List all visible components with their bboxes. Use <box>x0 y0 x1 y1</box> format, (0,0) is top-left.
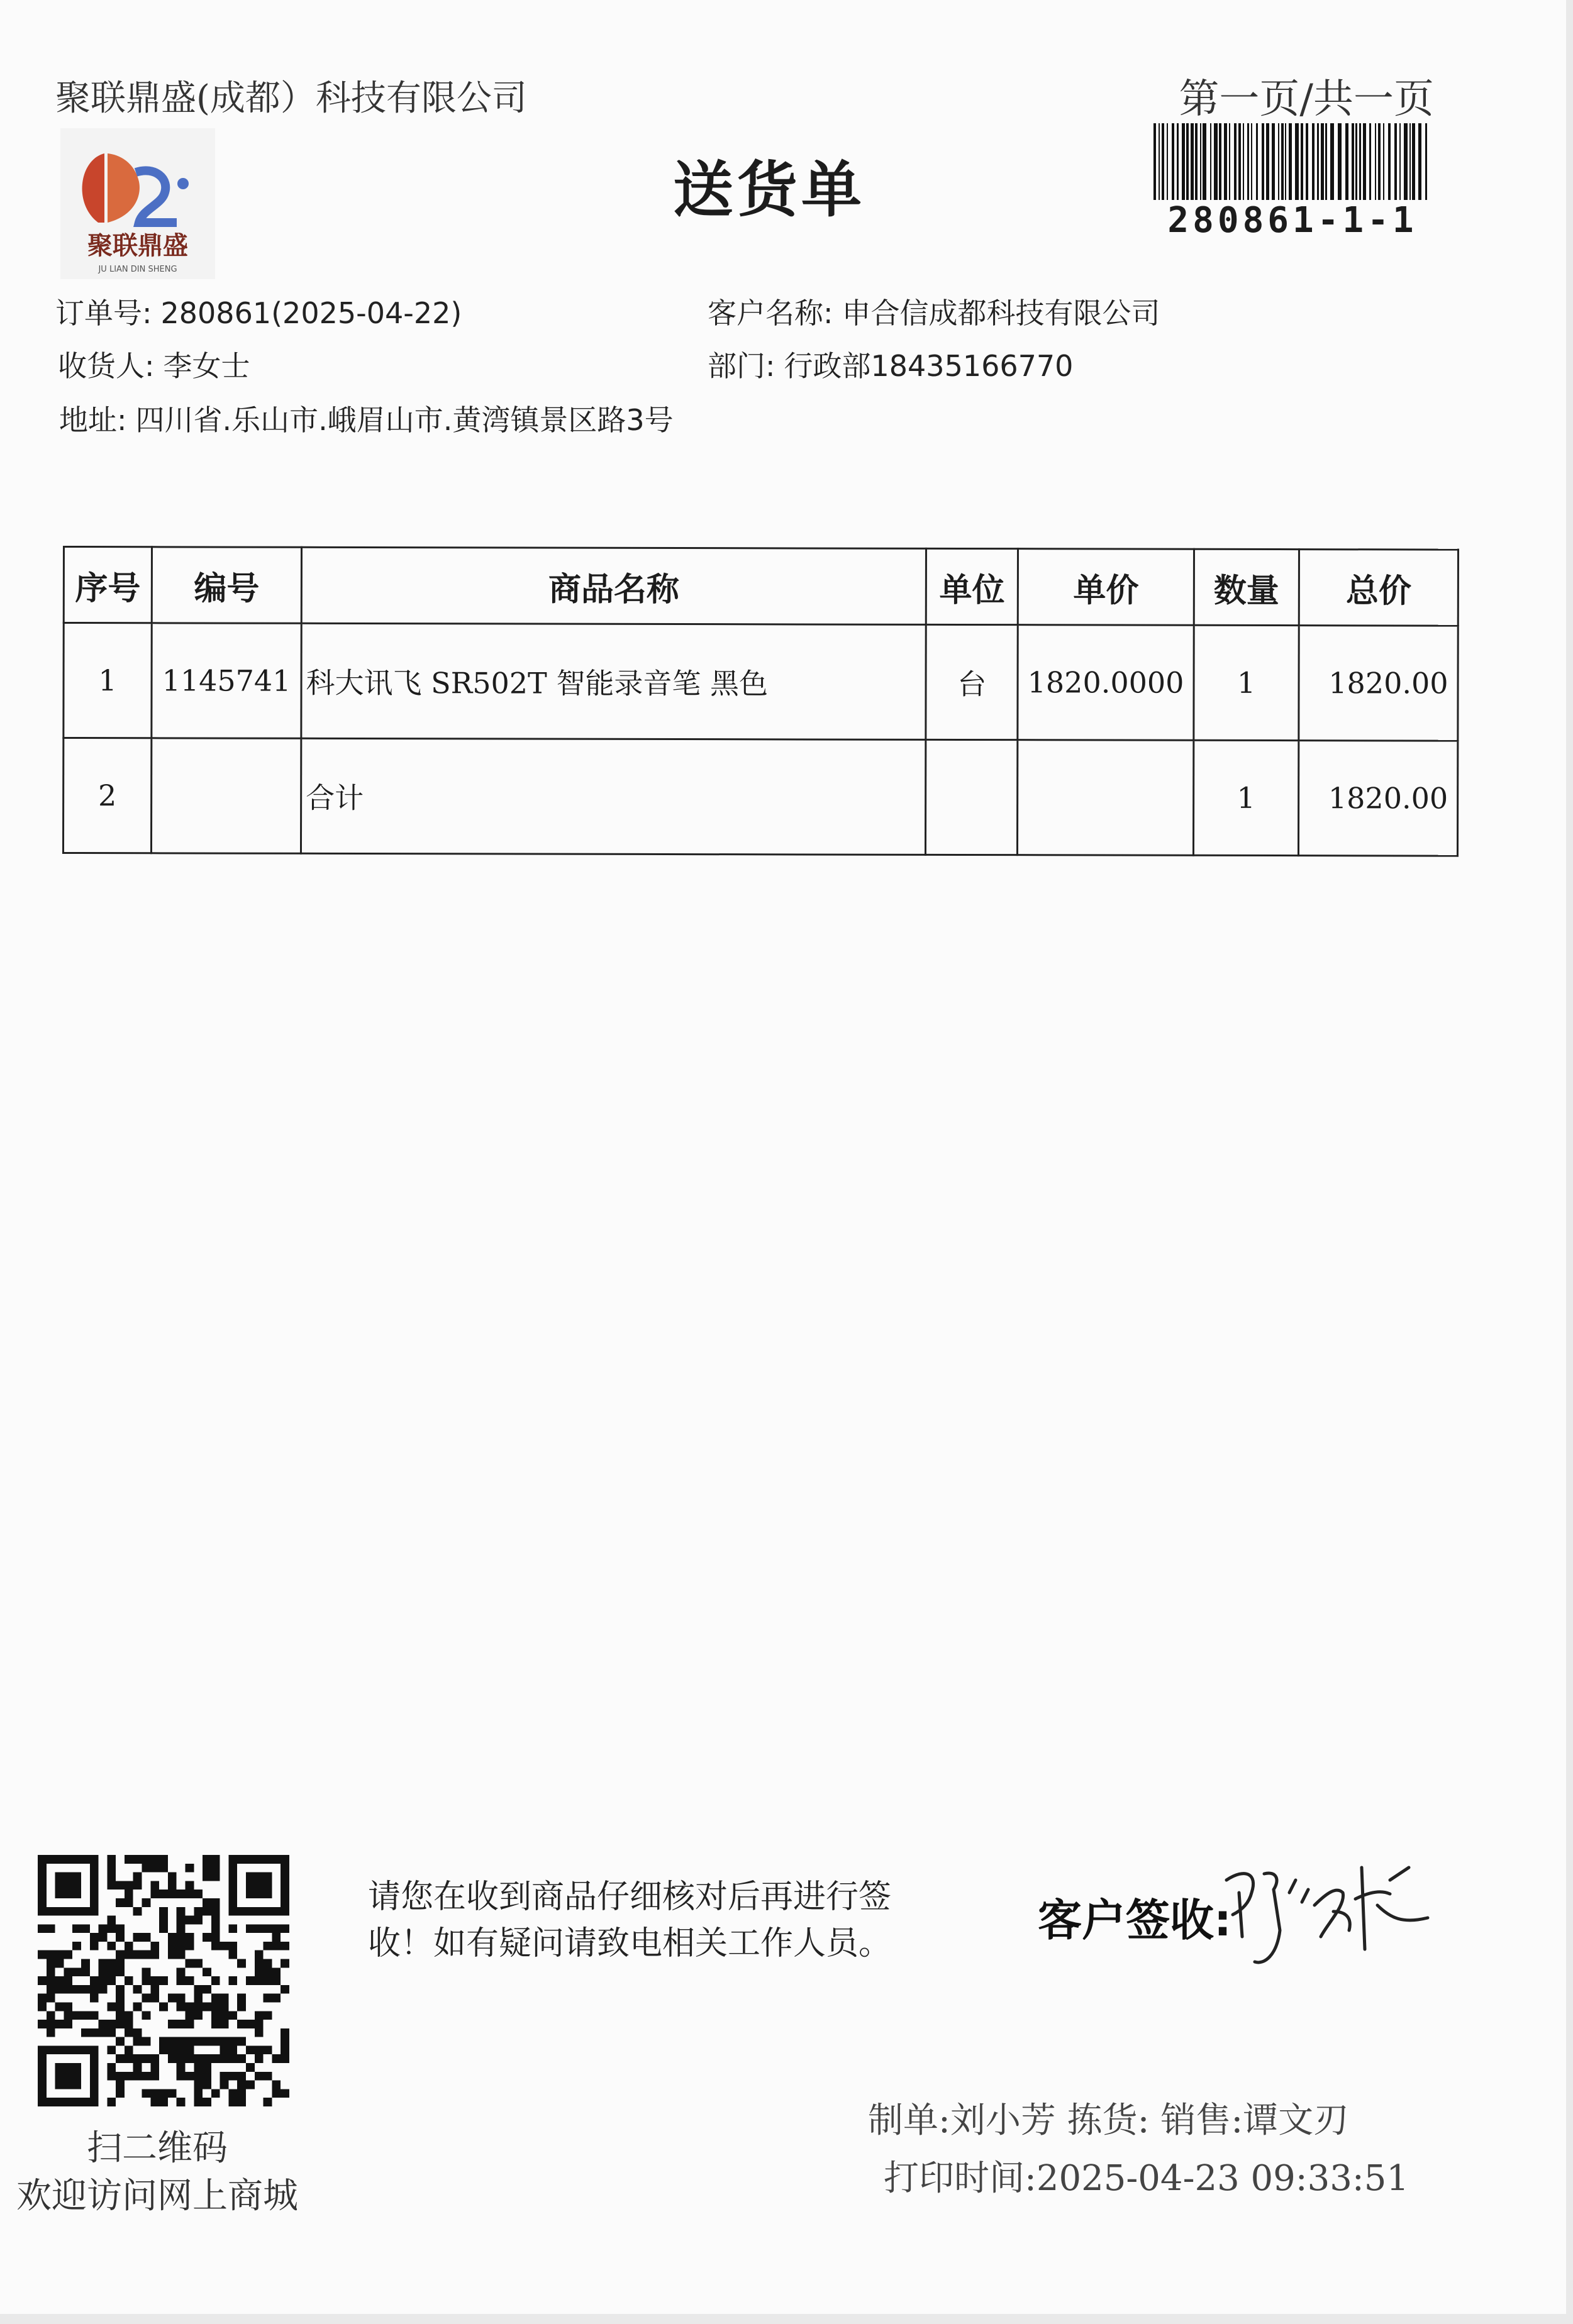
cell-quantity: 1 <box>1194 625 1299 740</box>
table-row <box>63 738 1457 856</box>
cell-code: 1145741 <box>152 623 301 738</box>
page-title: 送货单 <box>673 155 865 225</box>
notice-line: 收！如有疑问请致电相关工作人员。 <box>368 1925 892 1962</box>
company-name: 聚联鼎盛(成都）科技有限公司 <box>55 78 527 119</box>
cell-product-name: 合计 <box>301 738 926 855</box>
qr-caption-scan: 扫二维码 <box>87 2128 228 2169</box>
header-quantity: 数量 <box>1194 549 1299 625</box>
cell-quantity: 1 <box>1193 740 1299 855</box>
svg-text:聚联鼎盛: 聚联鼎盛 <box>87 231 188 260</box>
header-seq: 序号 <box>64 547 152 623</box>
page-info: 第一页/共一页 <box>1179 76 1434 123</box>
table-row <box>64 623 1458 741</box>
handwritten-signature <box>1220 1855 1434 1981</box>
customer-signature-label: 客户签收: <box>1038 1895 1231 1946</box>
barcode-number: 280861-1-1 <box>1167 200 1418 241</box>
customer-name: 客户名称: 申合信成都科技有限公司 <box>708 296 1160 330</box>
svg-text:JU LIAN DIN SHENG: JU LIAN DIN SHENG <box>98 265 177 274</box>
qr-code-image <box>38 1855 289 2106</box>
header-product-name: 商品名称 <box>301 547 926 624</box>
qr-caption-shop: 欢迎访问网上商城 <box>16 2176 298 2216</box>
address: 地址: 四川省.乐山市.峨眉山市.黄湾镇景区路3号 <box>59 403 674 437</box>
cell-unit: 台 <box>926 624 1018 739</box>
order-number: 订单号: 280861(2025-04-22) <box>55 296 462 330</box>
receiver: 收货人: 李女士 <box>58 349 250 383</box>
items-table <box>62 546 1459 857</box>
receipt-notice <box>368 1874 972 1967</box>
header-unit-price: 单价 <box>1018 549 1194 626</box>
department: 部门: 行政部18435166770 <box>708 349 1074 383</box>
cell-code <box>152 738 301 853</box>
cell-total: 1820.00 <box>1299 741 1458 856</box>
print-time: 打印时间:2025-04-23 09:33:51 <box>884 2158 1409 2199</box>
table-header-row <box>64 547 1458 626</box>
staff-line: 制单:刘小芳 拣货: 销售:谭文刃 <box>868 2100 1349 2141</box>
company-logo <box>60 128 215 279</box>
header-code: 编号 <box>152 547 301 623</box>
barcode-image <box>1151 123 1434 200</box>
cell-seq: 1 <box>64 623 152 738</box>
notice-line: 请您在收到商品仔细核对后再进行签 <box>368 1878 892 1916</box>
cell-unit-price <box>1018 740 1194 856</box>
cell-unit <box>926 739 1018 855</box>
cell-product-name: 科大讯飞 SR502T 智能录音笔 黑色 <box>301 623 926 739</box>
cell-total: 1820.00 <box>1299 626 1458 741</box>
cell-seq: 2 <box>63 738 151 853</box>
header-unit: 单位 <box>926 548 1018 624</box>
header-total: 总价 <box>1299 550 1458 626</box>
cell-unit-price: 1820.0000 <box>1018 625 1194 741</box>
